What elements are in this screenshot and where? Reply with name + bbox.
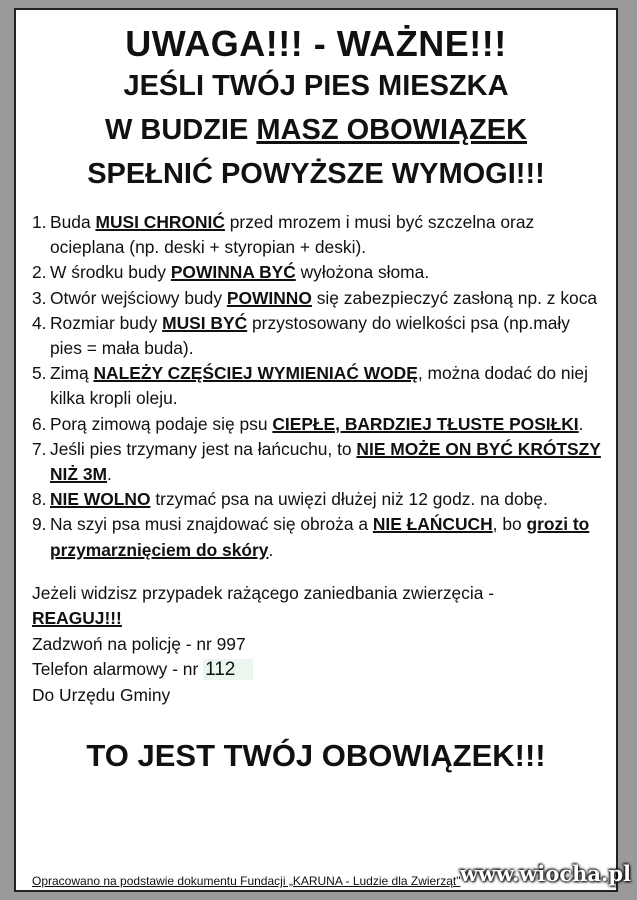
info-office: Do Urzędu Gminy [32, 684, 171, 705]
rule-text-continued: . [107, 464, 112, 485]
rule-emphasis: POWINNA BYĆ [170, 262, 296, 283]
rule-item [32, 487, 606, 512]
headline: UWAGA!!! - WAŻNE!!! [125, 23, 507, 64]
rule-body [50, 437, 606, 487]
rule-item [32, 210, 606, 260]
rule-emphasis: NIE MOŻE ON BYĆ KRÓTSZY NIŻ 3M [50, 438, 601, 485]
info-react: REAGUJ!!! [32, 608, 122, 629]
rule-body [50, 286, 606, 311]
rule-text-continued: przed mrozem i musi być szczelna oraz ocieplana (np. deski + styropian + deski). [50, 212, 535, 258]
rule-number: 5. [32, 363, 47, 384]
rule-item [32, 437, 606, 487]
rule-body [50, 361, 606, 411]
notice-sheet [14, 8, 618, 892]
info-police: Zadzwoń na policję - nr 997 [32, 633, 246, 654]
rule-number: 1. [32, 212, 47, 232]
rule-body [50, 311, 606, 361]
rule-emphasis: NIE WOLNO [50, 489, 151, 510]
rule-number: 4. [32, 312, 47, 333]
rule-text: Zimą [50, 363, 94, 384]
rule-item [32, 311, 606, 361]
rule-text: Na szyi psa musi znajdować się obroża a [50, 514, 373, 535]
rule-item [32, 512, 606, 562]
rule-text-end: . [268, 539, 274, 560]
info-alarm-label: Telefon alarmowy - nr [32, 659, 204, 680]
rule-item [32, 260, 606, 285]
rule-text: Otwór wejściowy budy [50, 287, 227, 308]
rule-emphasis: CIEPŁE, BARDZIEJ TŁUSTE POSIŁKI [272, 413, 579, 434]
rule-text: Jeśli pies trzymany jest na łańcuchu, to [50, 438, 357, 459]
rule-number: 3. [32, 287, 47, 308]
rule-item [32, 286, 606, 311]
subhead-line-2 [16, 108, 616, 152]
rule-emphasis-secondary: grozi to przymarznięciem do skóry [50, 514, 590, 560]
rule-emphasis: NALEŻY CZĘŚCIEJ WYMIENIAĆ WODĘ [93, 363, 418, 384]
rule-text-continued: . [578, 413, 584, 434]
subhead-line-2-prefix: W BUDZIE [104, 114, 257, 146]
rule-text: Rozmiar budy [50, 312, 163, 333]
rule-emphasis: MUSI BYĆ [162, 312, 248, 333]
footer-source: Opracowano na podstawie dokumentu Fundacji „KARUNA - Ludzie dla Zwierząt" [32, 874, 461, 888]
rule-number: 9. [32, 514, 47, 535]
rule-body [50, 512, 606, 562]
rule-item [32, 412, 606, 437]
info-alarm-number: 112 [203, 659, 253, 680]
rule-emphasis: POWINNO [226, 287, 312, 308]
rule-item [32, 361, 606, 411]
watermark: www.wiocha.pl [459, 861, 631, 886]
rule-body [50, 210, 606, 260]
subhead [16, 64, 616, 196]
rule-number: 7. [32, 438, 47, 459]
rule-text-continued: , bo [492, 514, 527, 535]
rule-number: 6. [32, 413, 47, 434]
rule-text-continued: trzymać psa na uwięzi dłużej niż 12 godz. na dobę. [150, 489, 548, 510]
rule-text: Buda [50, 212, 96, 232]
rule-emphasis: MUSI CHRONIĆ [95, 212, 225, 232]
rules-list [16, 210, 616, 563]
subhead-line-1: JEŚLI TWÓJ PIES MIESZKA [123, 70, 509, 102]
subhead-line-3: SPEŁNIĆ POWYŻSZE WYMOGI!!! [87, 158, 545, 190]
bottom-slogan: TO JEST TWÓJ OBOWIĄZEK!!! [86, 738, 546, 774]
rule-text: W środku budy [50, 262, 171, 283]
rule-text: Porą zimową podaje się psu [50, 413, 273, 434]
rule-body [50, 412, 606, 437]
rule-number: 8. [32, 489, 47, 510]
rule-text-continued: się zabezpieczyć zasłoną np. z koca [311, 287, 598, 308]
rule-text-continued: , można dodać do niej kilka kropli oleju. [50, 363, 588, 409]
info-intro: Jeżeli widzisz przypadek rażącego zaniedbania zwierzęcia - [32, 582, 495, 603]
rule-number: 2. [32, 262, 47, 283]
rule-text-continued: przystosowany do wielkości psa (np.mały pies = mała buda). [50, 312, 570, 359]
info-alarm [32, 657, 616, 683]
rule-body [50, 260, 606, 285]
subhead-obligation: MASZ OBOWIĄZEK [256, 114, 528, 146]
info-block [32, 581, 616, 709]
rule-text-continued: wyłożona słoma. [295, 262, 430, 283]
rule-emphasis: NIE ŁAŃCUCH [372, 514, 493, 535]
rule-body [50, 487, 606, 512]
